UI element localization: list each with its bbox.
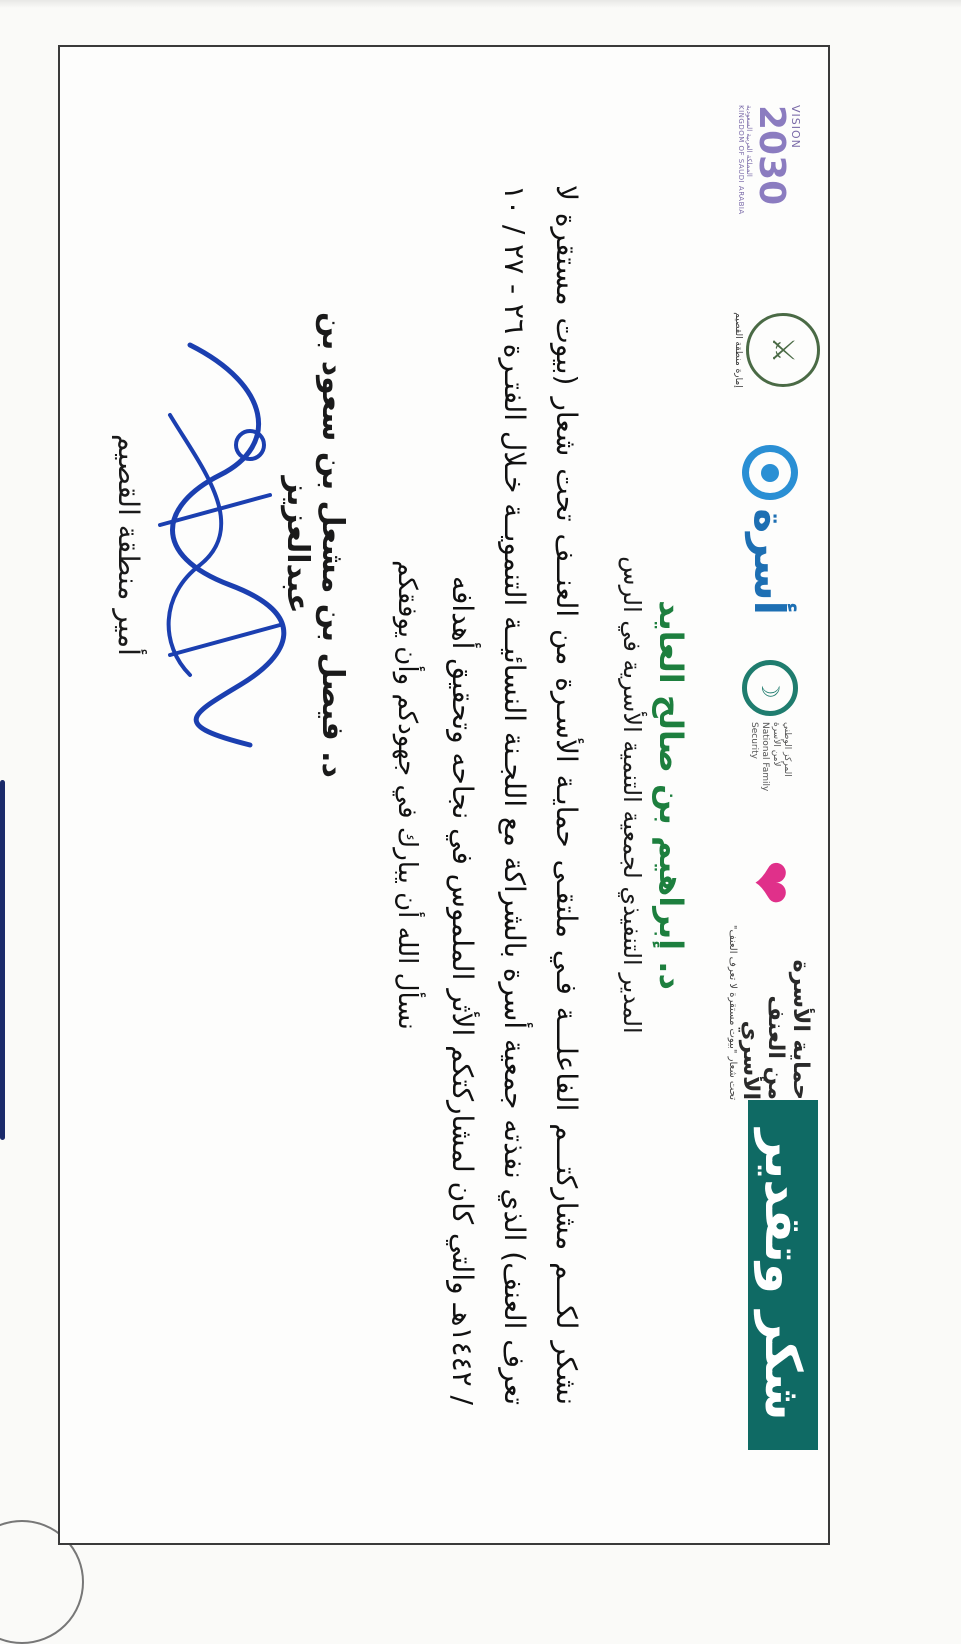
family-line-1: حماية الأسرة xyxy=(788,959,813,1100)
recipient-name: د. إبراهيم بن صالح العايد xyxy=(652,600,690,990)
signatory-title: أمير منطقة القصيم xyxy=(112,434,145,656)
emirate-caption: إمارة منطقة القصيم xyxy=(733,312,743,388)
family-security-logo xyxy=(720,660,820,810)
vision-label: VISION xyxy=(789,105,803,149)
scan-ink-stroke xyxy=(0,780,5,1140)
security-line-3: National Family xyxy=(760,722,770,792)
qassim-emirate-logo xyxy=(720,295,820,405)
usra-ring-icon xyxy=(742,445,798,500)
emblem-icon: ⚔ xyxy=(746,313,820,387)
closing-line: نسأل الله أن يبارك في جهودكم وأن يوفقكم xyxy=(392,560,422,1030)
security-line-4: Security xyxy=(748,722,759,759)
handwritten-signature xyxy=(140,325,310,765)
heart-icon: ❤ xyxy=(738,860,802,906)
family-protection-logo xyxy=(720,860,820,1100)
body-paragraph: نشكر لكـــم مشاركتـــم الفاعلـــة فـي ملتقـى حمايـة الأسـرة من العنــف تحت شعار (بيوت مستقرة لا تعرف العنف) الذي نفذته جمعية أسرة بالشراكة مع اللجـنة النسائيــة التنمويــة خـلال الفتـرة ٢٦ - ٢٧ / ١٠ / ١٤٤٢هـ والتي كان لمشاركتكم الأثر الملموس في نجاحه وتحقيق أهدافه xyxy=(446,185,583,1406)
vision-year: 2030 xyxy=(751,105,793,206)
usra-word: أسرة xyxy=(745,508,795,615)
vision-2030-logo xyxy=(720,105,820,225)
signature-block xyxy=(70,285,360,805)
security-line-2: لأمن الأسرة xyxy=(771,722,782,767)
scan-edge xyxy=(0,0,961,8)
family-line-3: تحت شعار "بيوت مستقرة لا تعرف العنف" xyxy=(727,924,738,1100)
signatory-name: د. فيصل بن مشعل بن سعود بن عبدالعزيز xyxy=(280,312,350,778)
family-line-2: من العنف الأسري xyxy=(738,995,788,1100)
vision-country-ar: المملكة العربية السعودية xyxy=(745,105,754,177)
security-line-1: المركز الوطني xyxy=(782,722,793,777)
recipient-role: المدير التنفيذي لجمعية التنمية الأسرية في الرس xyxy=(618,556,646,1034)
partner-logos xyxy=(720,105,820,1105)
usra-logo xyxy=(720,445,820,615)
banner-title: شكر وتقدير xyxy=(754,1129,812,1421)
family-security-icon: ☽ xyxy=(742,660,798,716)
certificate-body xyxy=(392,185,700,1405)
certificate-content xyxy=(58,45,830,1545)
vision-country-en: KINGDOM OF SAUDI ARABIA xyxy=(737,105,746,215)
certificate-banner xyxy=(748,1100,818,1450)
